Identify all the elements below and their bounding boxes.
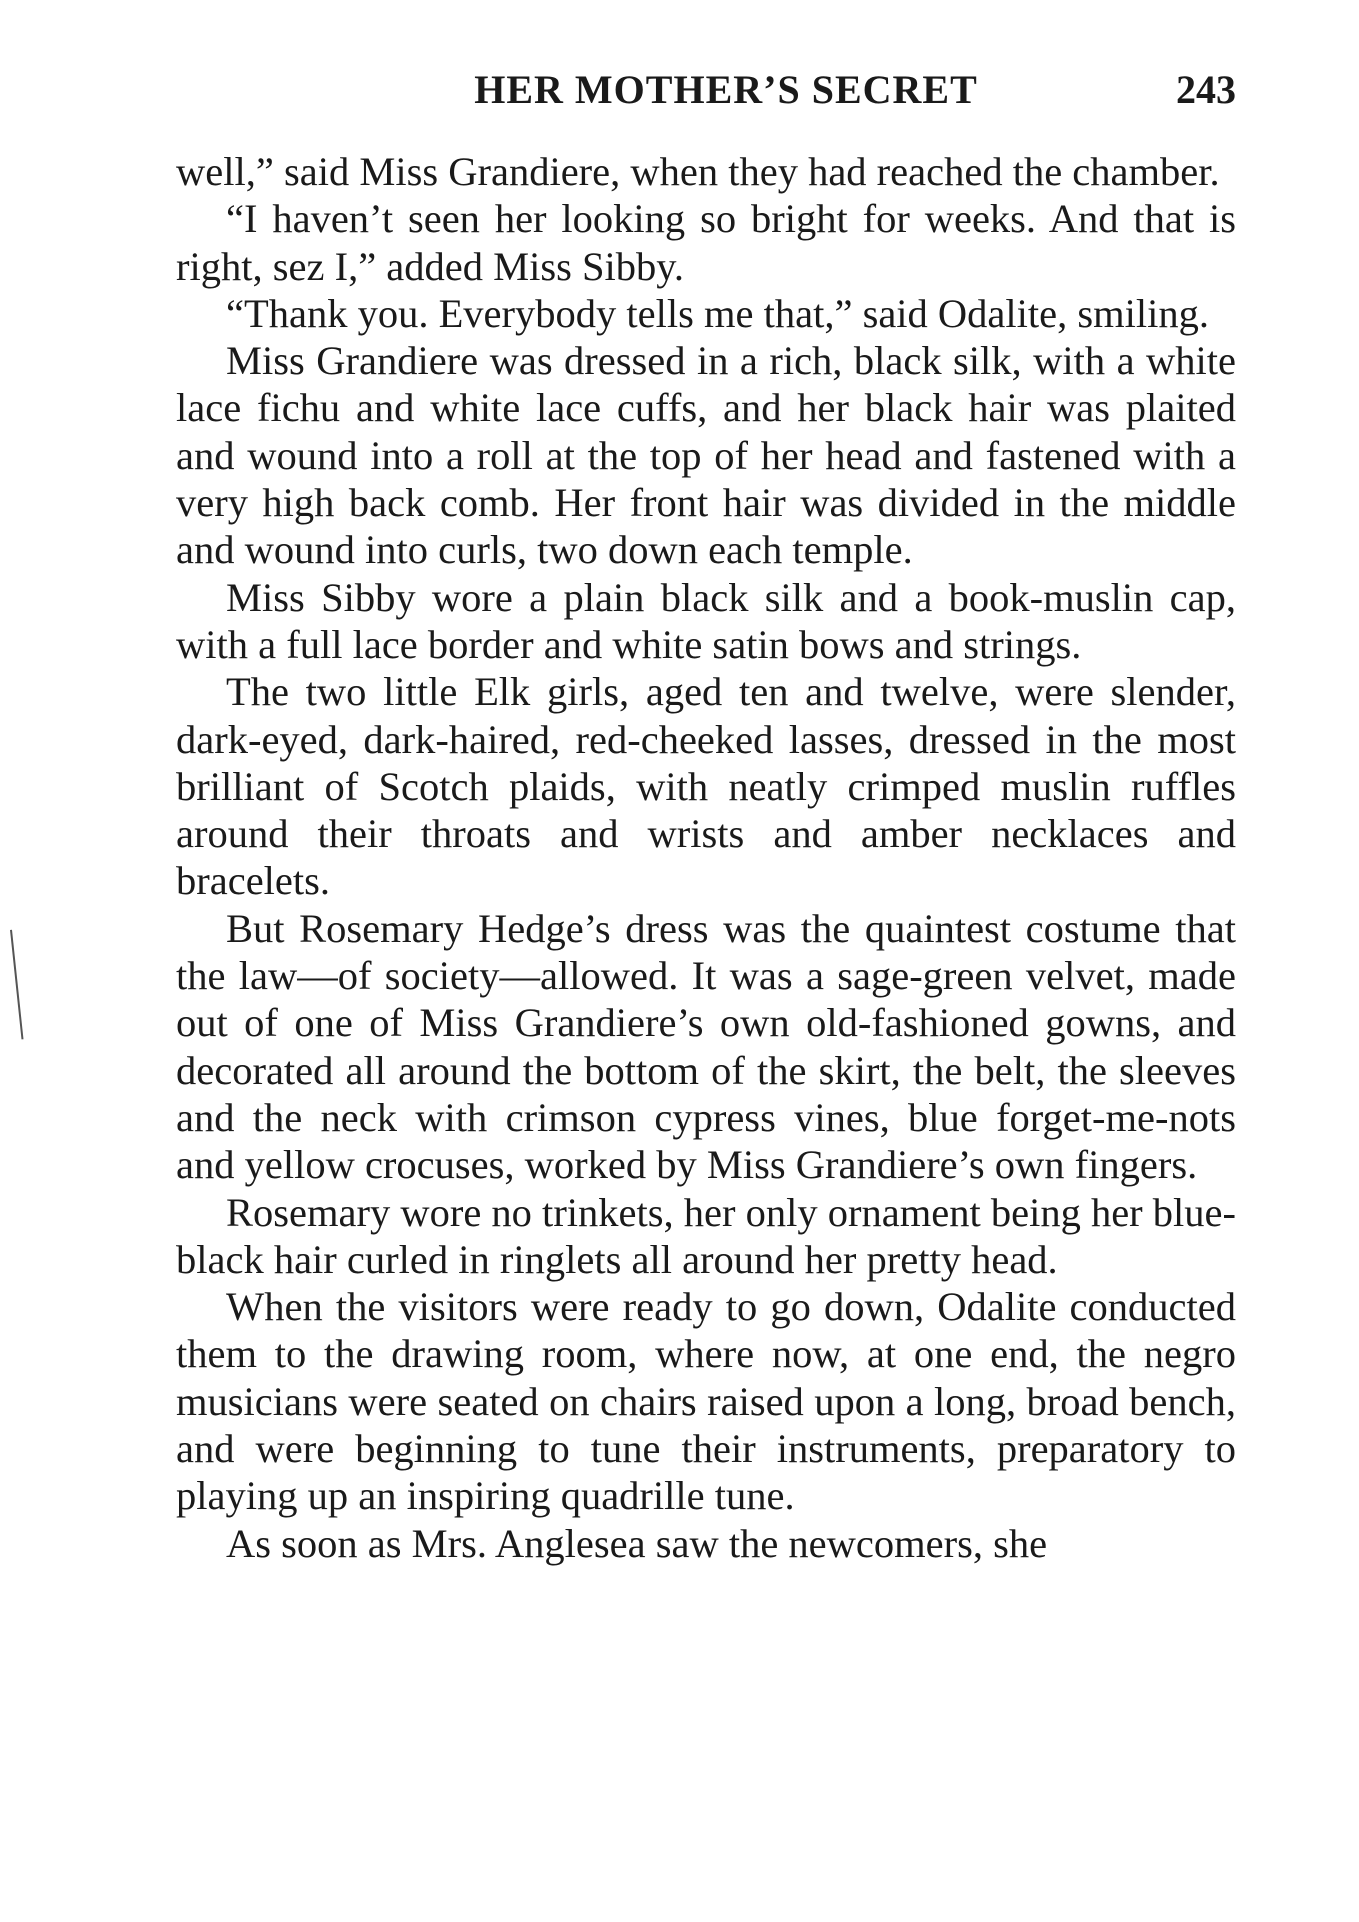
paragraph-continued: well,” said Miss Grandiere, when they had reached the chamber.	[176, 149, 1220, 194]
paragraph: Miss Sibby wore a plain black silk and a book-muslin cap, with a full lace border and white satin bows and strings.	[176, 574, 1236, 667]
running-head	[176, 64, 1236, 124]
paragraph: When the visitors were ready to go down, Odalite conducted them to the drawing room, where now, at one end, the negro musicians were seated on chairs raised upon a long, broad bench, and were beginning to tune their instruments, preparatory to playing up an inspiring quadrille tune.	[176, 1284, 1236, 1519]
page-number: 243	[1176, 67, 1236, 112]
paragraph: As soon as Mrs. Anglesea saw the newcomers, she	[226, 1520, 1048, 1566]
paragraph: “Thank you. Everybody tells me that,” said Odalite, smiling.	[226, 290, 1210, 336]
paragraph: Miss Grandiere was dressed in a rich, black silk, with a white lace fichu and white lace cuffs, and her black hair was plaited and wound into a roll at the top of her head and fastened with a very high back comb. Her front hair was divided in the middle and wound into curls, two down each temple.	[176, 338, 1236, 573]
paragraph: Rosemary wore no trinkets, her only ornament being her blue-black hair curled in ringlets all around her pretty head.	[176, 1189, 1236, 1282]
body-text	[176, 148, 1236, 1567]
margin-scan-mark	[10, 930, 23, 1040]
paragraph: The two little Elk girls, aged ten and twelve, were slender, dark-eyed, dark-haired, red-cheeked lasses, dressed in the most brilliant of Scotch plaids, with neatly crimped muslin ruffles around their throats and wrists and amber necklaces and bracelets.	[176, 669, 1236, 904]
paragraph: “I haven’t seen her looking so bright for weeks. And that is right, sez I,” added Miss Sibby.	[176, 196, 1236, 289]
running-title: HER MOTHER’S SECRET	[474, 67, 978, 112]
paragraph: But Rosemary Hedge’s dress was the quaintest costume that the law—of society—allowed. It was a sage-green velvet, made out of one of Miss Grandiere’s own old-fashioned gowns, and decorated all around the bottom of the skirt, the belt, the sleeves and the neck with crimson cypress vines, blue forget-me-nots and yellow crocuses, worked by Miss Grandiere’s own fingers.	[176, 905, 1236, 1188]
